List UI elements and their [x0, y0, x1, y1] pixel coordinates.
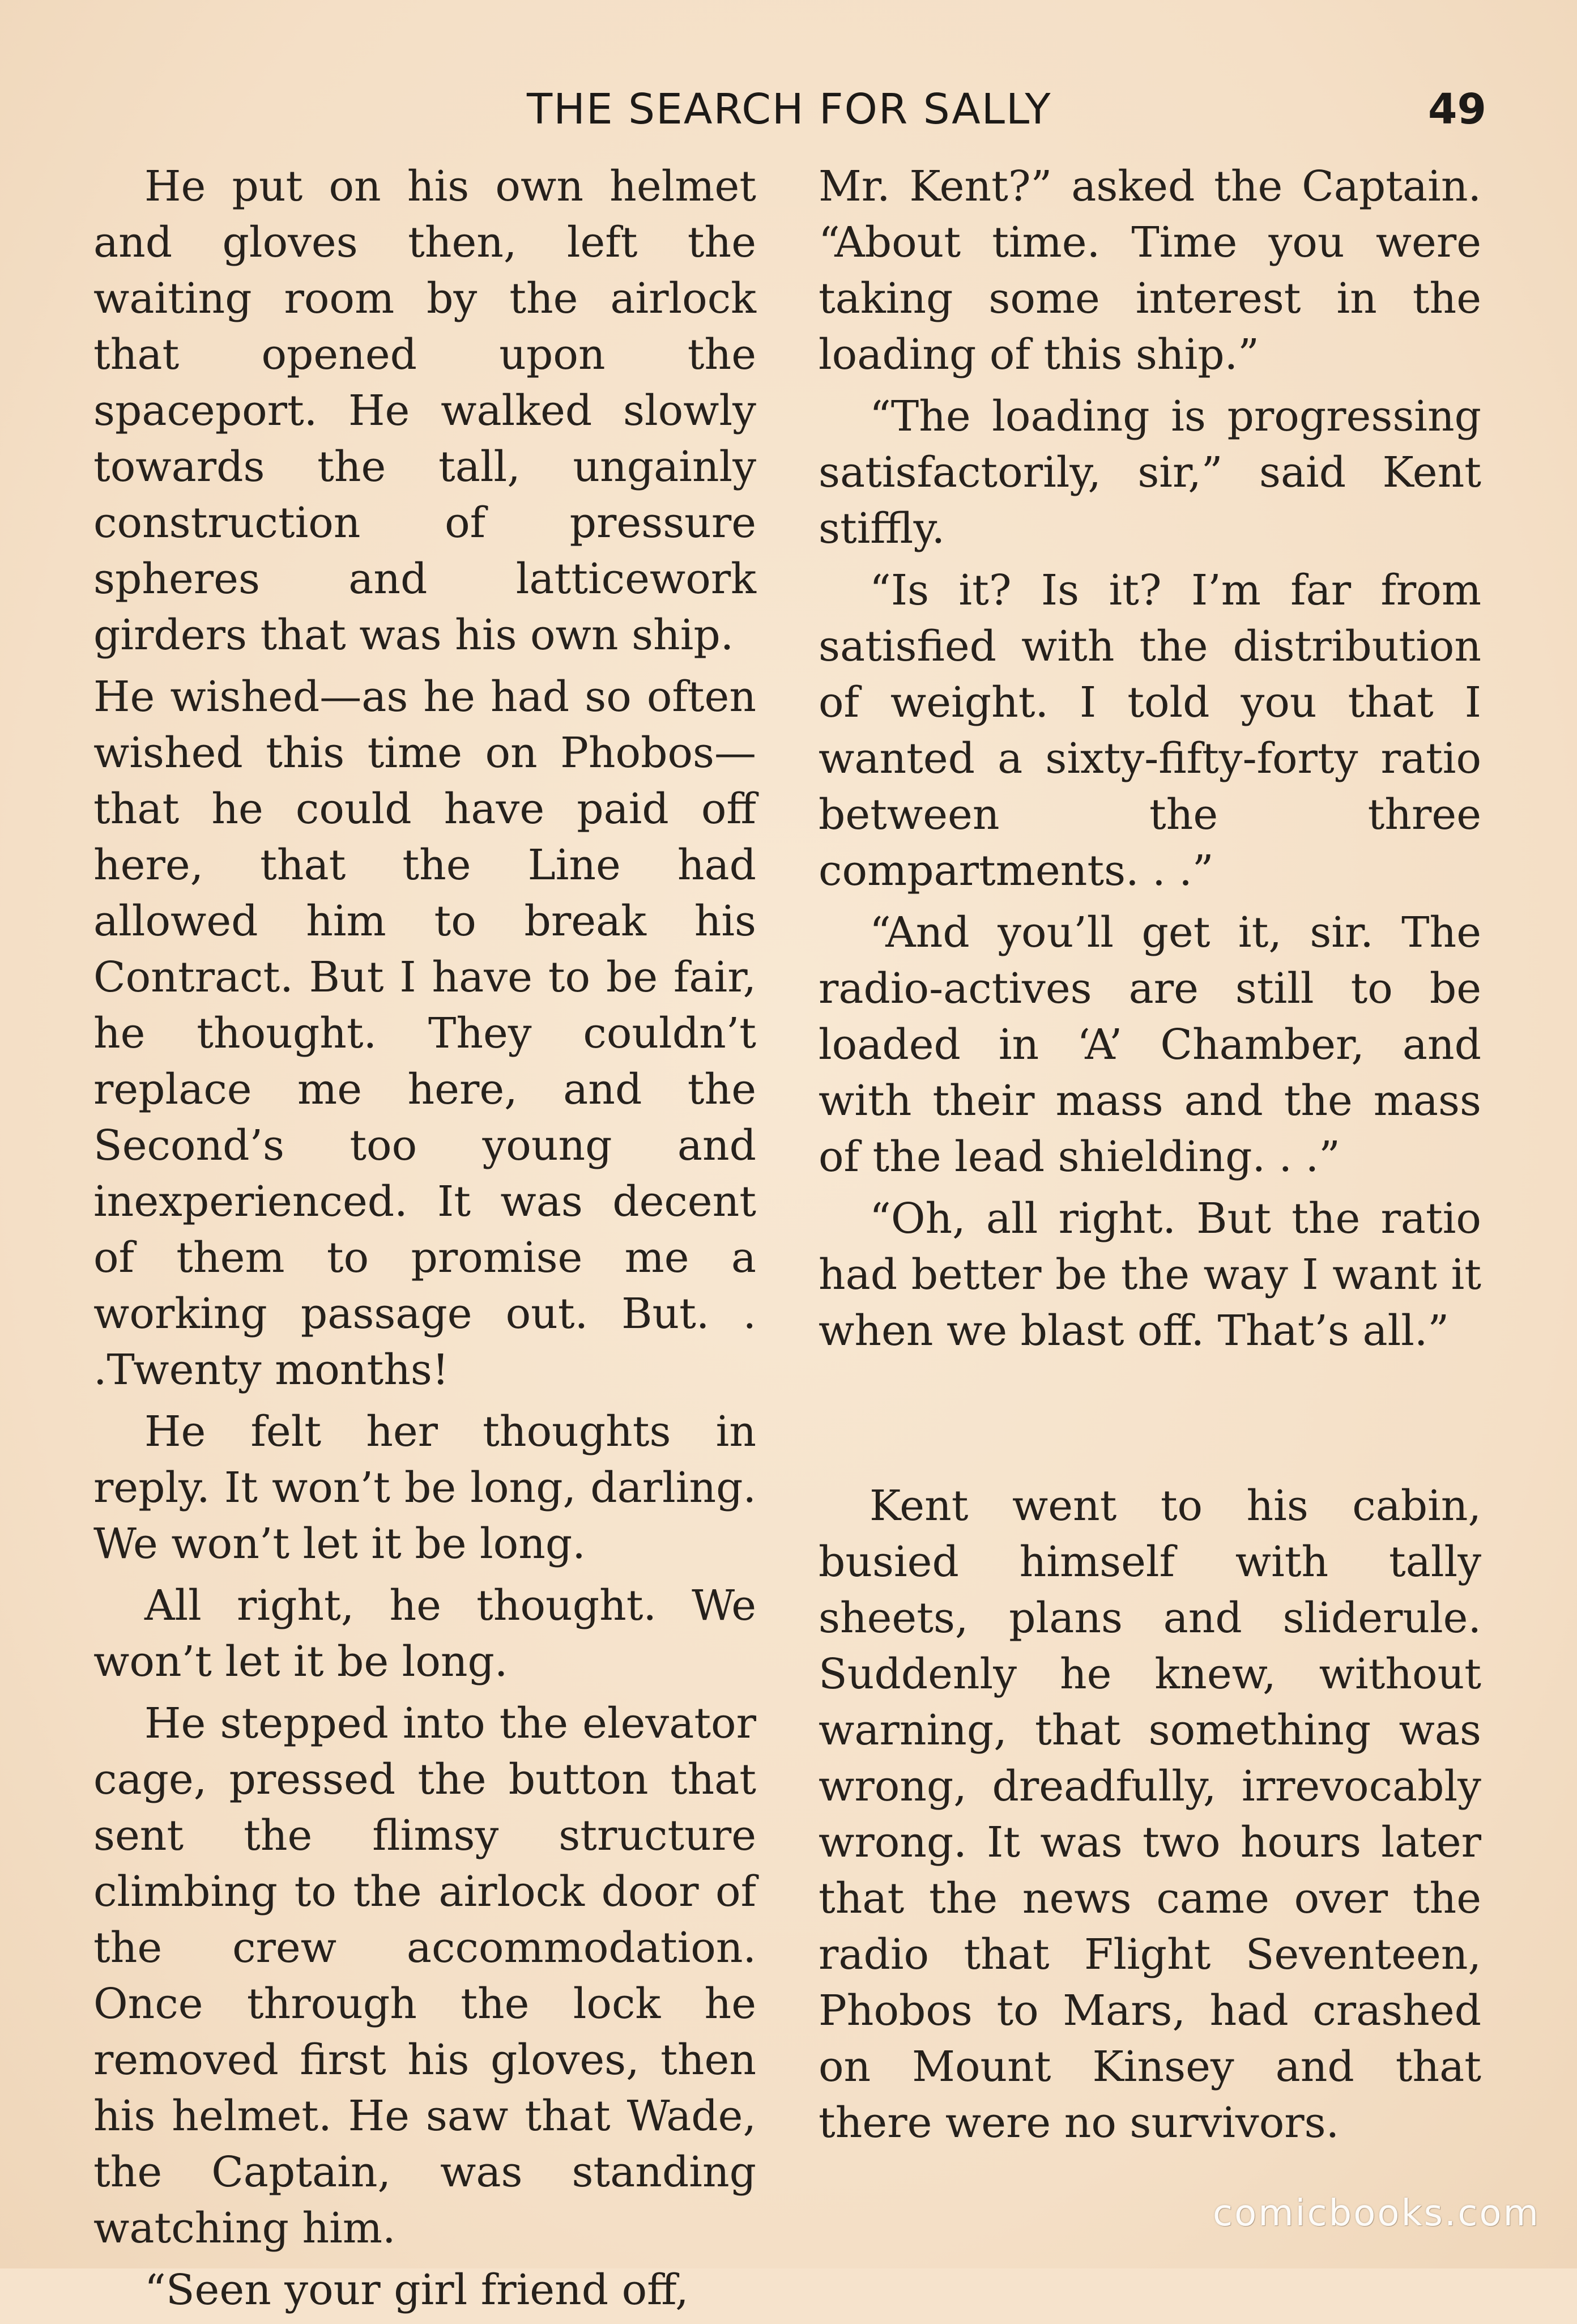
watermark: comicbooks.com: [1212, 2193, 1540, 2234]
paragraph: “Oh, all right. But the ratio had better be the way I want it when we blast off. That’s all.”: [819, 1194, 1481, 1355]
paragraph: All right, he thought. We won’t let it be long.: [93, 1581, 756, 1686]
paragraph: He stepped into the elevator cage, pressed the button that sent the flimsy structure climbing to the airlock door of the crew accommodation. Once through the lock he removed first his gloves, then his helmet. He saw that Wade, the Captain, was standing watching him.: [93, 1699, 756, 2253]
paragraph: He wished—as he had so often wished this time on Phobos—that he could have paid off here, that the Line had allowed him to break his Contract. But I have to be fair, he thought. They couldn’t replace me here, and the Second’s too young and inexperienced. It was decent of them to promise me a working passage out. But. . .Twenty months!: [93, 672, 756, 1394]
paragraph: “And you’ll get it, sir. The radio-actives are still to be loaded in ‘A’ Chamber, and with their mass and the mass of the lead shielding. . .”: [819, 908, 1481, 1181]
paragraph: Kent went to his cabin, busied himself with tally sheets, plans and sliderule. Suddenly he knew, without warning, that something was wrong, dreadfully, irrevocably wrong. It was two hours later that the news came over the radio that Flight Seventeen, Phobos to Mars, had crashed on Mount Kinsey and that there were no survivors.: [819, 1482, 1481, 2147]
paragraph: He put on his own helmet and gloves then, left the waiting room by the airlock that opened upon the spaceport. He walked slowly towards the tall, ungainly construction of pressure spheres and latticework girders that was his own ship.: [93, 162, 756, 659]
paragraph: “The loading is progressing satisfactorily, sir,” said Kent stiffly.: [819, 392, 1481, 553]
right-column: [819, 159, 1481, 2157]
left-column: [93, 159, 756, 2324]
paragraph: “Is it? Is it? I’m far from satisfied with the distribution of weight. I told you that I wanted a sixty-fifty-forty ratio between the three compartments. . .”: [819, 566, 1481, 895]
running-head: THE SEARCH FOR SALLY: [527, 85, 1052, 134]
paragraph: He felt her thoughts in reply. It won’t be long, darling. We won’t let it be long.: [93, 1407, 756, 1568]
paragraph: Mr. Kent?” asked the Captain. “About time. Time you were taking some interest in the loading of this ship.”: [819, 162, 1481, 379]
page-number: 49: [1428, 85, 1486, 134]
paragraph: “Seen your girl friend off,: [144, 2266, 689, 2314]
